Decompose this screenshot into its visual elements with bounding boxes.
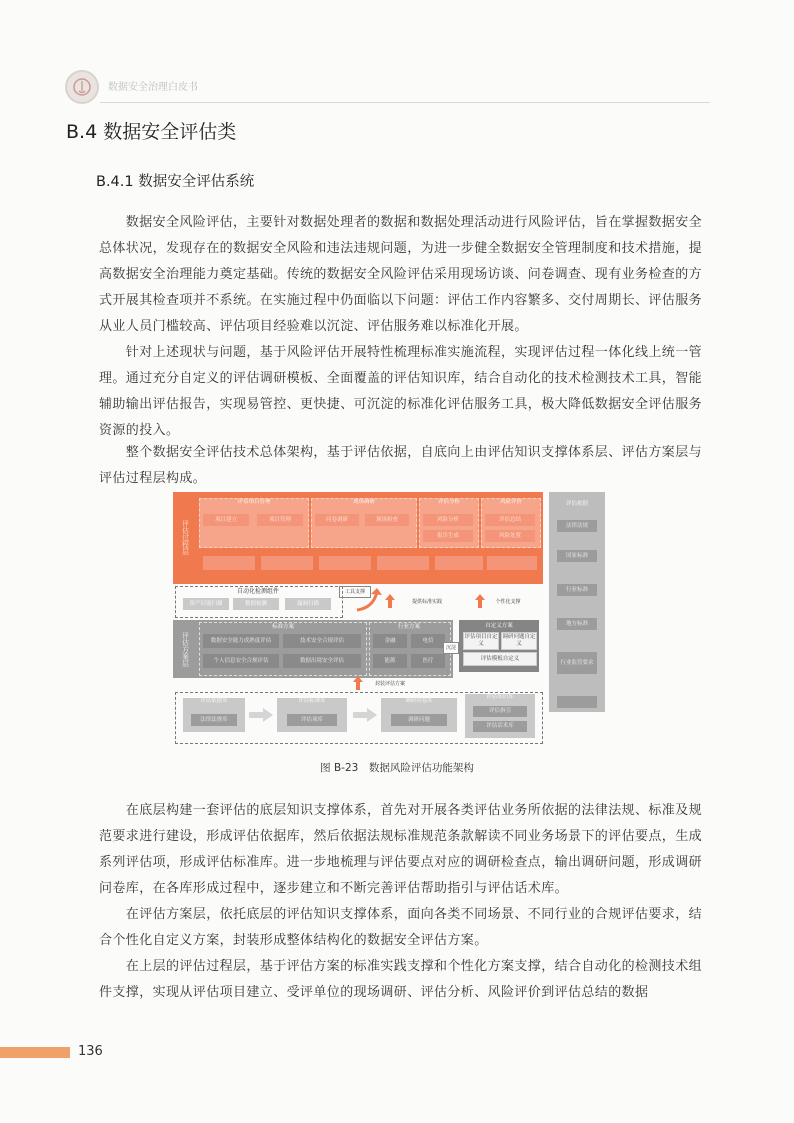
- process-strip-cell: [435, 556, 483, 570]
- custom-flow-label: 沉淀: [443, 642, 459, 654]
- process-strip-cell: [203, 556, 255, 570]
- custom-scheme-item: 调研问题自定义: [501, 632, 537, 650]
- process-item: 风险处置: [485, 530, 535, 542]
- knowledge-sub-item: 评估项库: [287, 714, 337, 726]
- up-arrow-icon: [475, 594, 485, 608]
- knowledge-library: 评估知识库: [465, 694, 535, 738]
- page-number: 136: [78, 1044, 103, 1059]
- industry-scheme-item: 电信: [411, 634, 445, 648]
- industry-scheme-item: 能源: [373, 654, 407, 668]
- standard-scheme-item: 技术安全合规评估: [283, 634, 361, 648]
- header-logo-icon: [65, 70, 99, 104]
- process-group: 现场调研: [311, 498, 417, 548]
- basis-item: 地方标准: [557, 618, 597, 630]
- section-title: B.4 数据安全评估类: [66, 121, 237, 143]
- knowledge-library: 评估依据库: [183, 698, 245, 732]
- body-paragraph: 在底层构建一套评估的底层知识支撑体系，首先对开展各类评估业务所依据的法律法规、标准及规范要求进行建设，形成评估依据库，然后依据法规标准规范条款解读不同业务场景下的评估要点，生成系列评估项，形成评估标准库。进一步地梳理与评估要点对应的调研检查点，输出调研问题，形成调研问卷库，在各库形成过程中，逐步建立和不断完善评估帮助指引与评估话术库。: [99, 803, 703, 896]
- knowledge-library: 调研问卷库: [381, 698, 457, 732]
- process-group: 评估分析: [419, 498, 479, 548]
- tech-component-item: 资产识别扫描: [183, 598, 229, 610]
- process-strip-cell: [319, 556, 371, 570]
- process-group: 评估项目管理: [199, 498, 309, 548]
- process-item: 报告生成: [423, 530, 473, 542]
- tech-component-title: 自动化检测组件: [236, 588, 279, 595]
- footer-accent-bar: [0, 1047, 70, 1058]
- standard-scheme-item: 数据出境安全评估: [283, 654, 361, 668]
- running-header-title: 数据安全治理白皮书: [108, 82, 198, 93]
- process-layer-label: 评估过程层: [175, 502, 195, 572]
- process-item: 现场检查: [365, 514, 409, 526]
- encapsulate-label: 封装评估方案: [374, 681, 405, 687]
- tech-component-item: 数据检测: [233, 598, 279, 610]
- body-paragraph: 在上层的评估过程层，基于评估方案的标准实践支撑和个性化方案支撑，结合自动化的检测技术组件支撑，实现从评估项目建立、受评单位的现场调研、评估分析、风险评价到评估总结的数据: [99, 959, 703, 1000]
- architecture-figure: [173, 492, 607, 750]
- process-item: 项目建立: [203, 514, 249, 526]
- personal-support-label: 个性化支撑: [495, 599, 521, 605]
- industry-scheme-item: 医疗: [411, 654, 445, 668]
- body-paragraph: 针对上述现状与问题，基于风险评估开展特性梳理标准实施流程，实现评估过程一体化线上统一管理。通过充分自定义的评估调研模板、全面覆盖的评估知识库，结合自动化的技术检测技术工具，智能辅助输出评估报告，实现易管控、更快捷、可沉淀的标准化评估服务工具，极大降低数据安全评估服务资源的投入。: [99, 345, 703, 438]
- basis-item: 国家标准: [557, 550, 597, 562]
- standard-scheme-item: 数据安全能力成熟度评估: [203, 634, 279, 648]
- up-arrow-icon: [353, 676, 363, 690]
- custom-scheme-item: 评估模板自定义: [463, 652, 537, 666]
- body-paragraph: 在评估方案层，依托底层的评估知识支撑体系，面向各类不同场景、不同行业的合规评估要求，结合个性化自定义方案，封装形成整体结构化的数据安全评估方案。: [99, 907, 703, 948]
- basis-item: 行业标准: [557, 584, 597, 596]
- header-divider: [100, 102, 710, 103]
- process-item: 项目管理: [257, 514, 303, 526]
- process-strip-cell: [487, 556, 537, 570]
- figure-caption: 图 B-23 数据风险评估功能架构: [320, 762, 474, 774]
- process-item: 问卷调研: [315, 514, 359, 526]
- basis-item: 法律法规: [557, 520, 597, 532]
- process-strip-cell: [261, 556, 313, 570]
- process-item: 评估总结: [485, 514, 535, 526]
- basis-item: 行业监管要求: [557, 652, 597, 674]
- tool-support-label: 工具支撑: [339, 586, 371, 598]
- standard-practice-label: 提供标准实践: [411, 599, 442, 605]
- knowledge-sub-item: 评估话术库: [473, 721, 527, 732]
- basis-item: [557, 696, 597, 708]
- body-paragraph: 数据安全风险评估，主要针对数据处理者的数据和数据处理活动进行风险评估，旨在掌握数据安全总体状况，发现存在的数据安全风险和违法违规问题，为进一步健全数据安全管理制度和技术措施，提高数据安全治理能力奠定基础。传统的数据安全风险评估采用现场访谈、问卷调查、现有业务检查的方式开展其检查项并不系统。在实施过程中仍面临以下问题：评估工作内容繁多、交付周期长、评估服务从业人员门槛较高、评估项目经验难以沉淀、评估服务难以标准化开展。: [99, 215, 703, 334]
- up-arrow-icon: [385, 594, 395, 608]
- industry-scheme-title: 行业方案: [397, 623, 420, 630]
- custom-scheme-title: 自定义方案: [485, 622, 513, 629]
- standard-scheme-title: 标准方案: [271, 623, 294, 630]
- knowledge-sub-item: 法律法规库: [191, 714, 237, 726]
- custom-scheme-item: 评估项目自定义: [463, 632, 499, 650]
- industry-scheme-item: 金融: [373, 634, 407, 648]
- circular-emblem-icon: [72, 77, 92, 97]
- knowledge-library: 评估标准库: [277, 698, 347, 732]
- tech-component-item: 漏洞扫描: [285, 598, 331, 610]
- basis-title: 评估依据: [565, 500, 588, 507]
- scheme-layer-label: 评估方案层: [181, 631, 190, 667]
- subsection-title: B.4.1 数据安全评估系统: [96, 174, 255, 190]
- process-strip-cell: [377, 556, 429, 570]
- knowledge-sub-item: 调研问题: [391, 714, 447, 726]
- knowledge-sub-item: 评估指引: [473, 706, 527, 717]
- right-arrow-icon: [249, 708, 273, 722]
- body-paragraph: 整个数据安全评估技术总体架构，基于评估依据，自底向上由评估知识支撑体系层、评估方案层与评估过程层构成。: [99, 445, 703, 486]
- process-group: 风险评价: [481, 498, 541, 548]
- right-arrow-icon: [353, 708, 377, 722]
- process-item: 风险分析: [423, 514, 473, 526]
- standard-scheme-item: 个人信息安全合规评估: [203, 654, 279, 668]
